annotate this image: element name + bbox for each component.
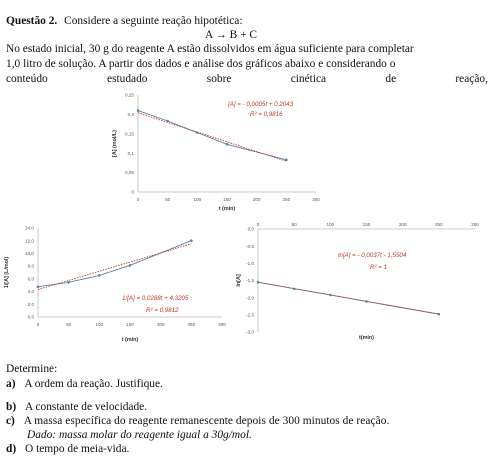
task-d-text: O tempo de meia-vida. bbox=[25, 443, 130, 455]
x-tick-label: 50 bbox=[66, 322, 72, 327]
y-tick-label: 0,0 bbox=[27, 314, 34, 320]
x-tick-label: 50 bbox=[291, 222, 297, 227]
y-tick-label: 4,0 bbox=[27, 289, 34, 295]
y-tick-label: 0,15 bbox=[125, 131, 134, 137]
data-point bbox=[293, 287, 296, 290]
question-number: Questão 2. bbox=[6, 15, 58, 27]
y-tick-label: 10,0 bbox=[25, 251, 34, 257]
task-b-text: A constante de velocidade. bbox=[25, 401, 148, 413]
word: sobre bbox=[206, 73, 232, 85]
x-tick-label: 150 bbox=[126, 322, 134, 327]
y-tick-label: -2,5 bbox=[246, 312, 254, 318]
data-point bbox=[365, 300, 368, 303]
word: conteúdo bbox=[6, 73, 48, 85]
data-point bbox=[190, 239, 193, 242]
y-tick-label: 0,1 bbox=[127, 150, 134, 156]
y-tick-label: -2,0 bbox=[246, 295, 254, 301]
question-intro: Considere a seguinte reação hipotética: bbox=[64, 15, 243, 27]
determine-label: Determine: bbox=[6, 363, 58, 375]
x-axis-title: t (min) bbox=[121, 337, 139, 343]
x-tick-label: 200 bbox=[252, 197, 261, 202]
data-point bbox=[37, 285, 40, 288]
task-c-given: Dado: massa molar do reagente igual a 30g/mol. bbox=[27, 429, 252, 441]
x-axis-title: t (min) bbox=[218, 206, 236, 212]
x-tick-label: 150 bbox=[223, 197, 231, 202]
y-tick-label: -1,5 bbox=[246, 278, 254, 284]
data-point bbox=[226, 143, 229, 146]
trendline bbox=[138, 113, 286, 162]
data-point bbox=[166, 120, 169, 123]
paragraph-line-3 bbox=[6, 73, 488, 86]
y-tick-label: -1,0 bbox=[246, 260, 254, 266]
y-tick-label: -3,0 bbox=[246, 329, 254, 335]
r-squared-label: R² = 0,9816 bbox=[250, 111, 283, 118]
r-squared-label: R² = 1 bbox=[370, 264, 388, 271]
reaction-equation: A → B + C bbox=[205, 29, 257, 41]
r-squared-label: R² = 0,9812 bbox=[146, 307, 179, 314]
x-axis-title: t(min) bbox=[359, 335, 374, 341]
task-a-label: a) bbox=[6, 378, 16, 390]
y-axis-title: [A] (mol/L) bbox=[112, 130, 118, 157]
x-tick-label: 0 bbox=[136, 197, 140, 202]
y-tick-label: -0,5 bbox=[246, 243, 254, 249]
question-heading bbox=[6, 15, 243, 28]
paragraph-line-2: 1,0 litro de solução. A partir dos dados e análise dos gráficos abaixo e considerando o bbox=[6, 58, 396, 70]
x-tick-label: 200 bbox=[156, 322, 165, 327]
x-tick-label: 300 bbox=[312, 197, 320, 202]
task-c-label: c) bbox=[6, 415, 15, 427]
paragraph-line-1: No estado inicial, 30 g do reagente A estão dissolvidos em água suficiente para completar bbox=[6, 43, 414, 55]
y-tick-label: 0,05 bbox=[125, 170, 134, 176]
y-tick-label: 2,0 bbox=[27, 301, 34, 307]
x-tick-label: 300 bbox=[218, 322, 226, 327]
data-point bbox=[438, 313, 441, 316]
data-point bbox=[285, 158, 288, 161]
task-a bbox=[6, 378, 163, 391]
x-tick-label: 100 bbox=[326, 222, 335, 227]
x-tick-label: 100 bbox=[193, 197, 202, 202]
y-tick-label: 14,0 bbox=[25, 225, 34, 231]
y-tick-label: 0 bbox=[131, 189, 134, 195]
x-tick-label: 250 bbox=[434, 222, 443, 227]
word: cinética bbox=[290, 73, 327, 85]
word: de bbox=[385, 73, 397, 85]
trendline-equation: [A] = - 0,0005t + 0,2043 bbox=[228, 101, 294, 108]
task-a-text: A ordem da reação. Justifique. bbox=[24, 378, 163, 390]
x-tick-label: 0 bbox=[36, 322, 40, 327]
x-tick-label: 0 bbox=[256, 222, 260, 227]
data-point bbox=[137, 109, 140, 112]
x-tick-label: 200 bbox=[398, 222, 407, 227]
task-c-text: A massa específica do reagente remanescente depois de 300 minutos de reação. bbox=[23, 415, 390, 427]
word: reação, bbox=[455, 73, 488, 85]
data-point bbox=[67, 281, 70, 284]
word: estudado bbox=[107, 73, 148, 85]
x-tick-label: 300 bbox=[471, 222, 479, 227]
task-c bbox=[6, 415, 389, 428]
task-b bbox=[6, 401, 147, 414]
y-tick-label: 0,0 bbox=[247, 226, 254, 232]
y-axis-title: 1/[A] (L/mol) bbox=[4, 256, 10, 289]
ln-concentration-vs-time-chart bbox=[230, 220, 492, 346]
x-tick-label: 250 bbox=[282, 197, 291, 202]
x-tick-label: 250 bbox=[187, 322, 196, 327]
concentration-vs-time-chart bbox=[110, 88, 328, 216]
y-axis-title: ln[A] bbox=[236, 274, 242, 287]
y-tick-label: 0,25 bbox=[125, 92, 134, 98]
data-point bbox=[196, 131, 199, 134]
x-tick-label: 150 bbox=[362, 222, 371, 227]
data-point bbox=[98, 274, 101, 277]
data-point bbox=[329, 294, 332, 297]
x-tick-label: 50 bbox=[165, 197, 171, 202]
y-tick-label: 0,2 bbox=[127, 112, 134, 117]
data-series-line bbox=[38, 241, 191, 287]
y-tick-label: 8,0 bbox=[27, 263, 34, 269]
inverse-concentration-vs-time-chart bbox=[0, 220, 235, 346]
task-d-label: d) bbox=[6, 443, 17, 455]
x-tick-label: 100 bbox=[95, 322, 104, 327]
trendline-equation: ln[A] = - 0,0037t - 1,5504 bbox=[338, 252, 407, 259]
trendline bbox=[38, 244, 191, 290]
y-tick-label: 12,0 bbox=[25, 238, 34, 244]
trendline-equation: 1/[A] = 0,0288t + 4,3205 bbox=[122, 295, 189, 302]
y-tick-label: 6,0 bbox=[27, 276, 34, 282]
data-point bbox=[129, 264, 132, 267]
task-b-label: b) bbox=[6, 401, 17, 413]
data-point bbox=[257, 281, 260, 284]
task-d bbox=[6, 443, 129, 456]
